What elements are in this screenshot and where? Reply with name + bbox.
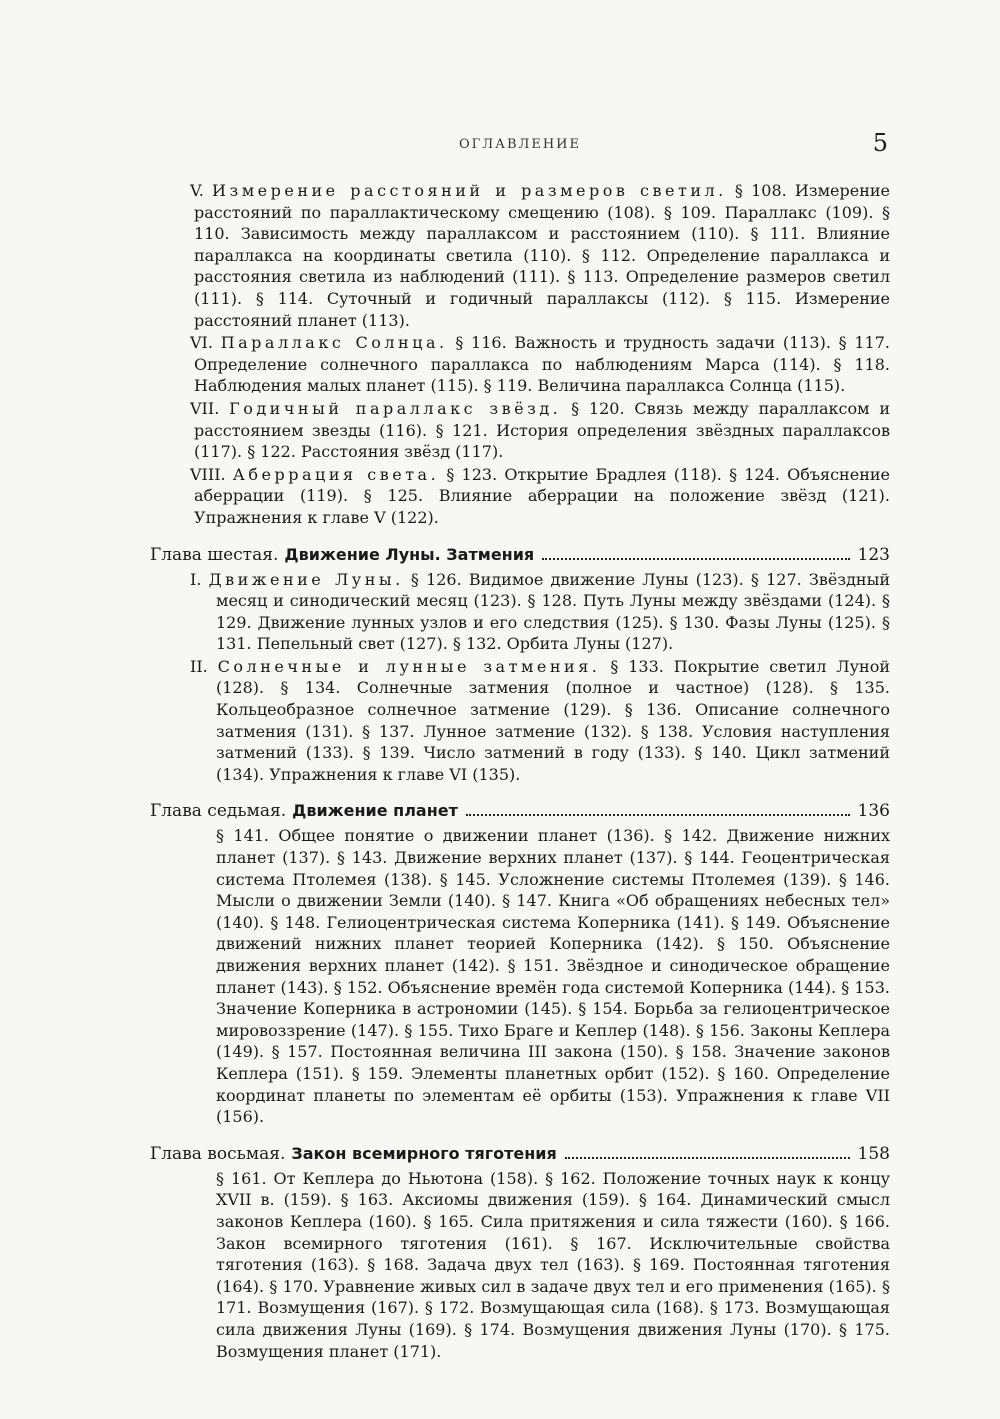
chapter-title: Закон всемирного тяготения [291, 1143, 557, 1163]
page-header [150, 129, 890, 161]
page-number: 5 [872, 129, 888, 157]
toc-chapter-6 [150, 543, 890, 567]
section-numeral: VIII. [190, 464, 226, 484]
table-of-contents [150, 180, 890, 1363]
chapter-title: Движение Луны. Затмения [284, 544, 535, 564]
section-numeral: I. [190, 569, 202, 589]
dot-leader [565, 1157, 850, 1159]
section-title: Параллакс Солнца. [220, 333, 448, 353]
dot-leader [542, 558, 849, 560]
section-title: Солнечные и лунные затмения. [217, 656, 601, 676]
section-title: Измерение расстояний и размеров светил. [212, 181, 727, 200]
toc-section-ch6-i [150, 569, 890, 655]
toc-section-viii [150, 464, 890, 529]
section-title: Аберрация света. [232, 464, 440, 484]
section-numeral: VI. [190, 333, 213, 353]
section-numeral: VII. [190, 398, 220, 418]
section-text: § 116. Важность и трудность задачи (113). § 117. Определение солнечного параллакса по наблюдениям Марса (114). § 118. Наблюдения малых планет (115). § 119. Величина параллакса Солнца (115). [194, 333, 890, 396]
section-title: Годичный параллакс звёзд. [229, 398, 562, 418]
toc-section-ch6-ii [150, 656, 890, 786]
section-numeral: V. [190, 181, 204, 200]
running-title: ОГЛАВЛЕНИЕ [458, 137, 581, 152]
chapter-label: Глава седьмая. [150, 801, 287, 822]
dot-leader [466, 814, 850, 816]
chapter-label: Глава шестая. [150, 544, 279, 565]
section-text: § 123. Открытие Брадлея (118). § 124. Объяснение аберрации (119). § 125. Влияние аберрации на положение звёзд (121). Упражнения к главе V (122). [194, 464, 890, 527]
section-text: § 126. Видимое движение Луны (123). § 127. Звёздный месяц и синодический месяц (123). § 128. Путь Луны между звёздами (124). § 129. Движение лунных узлов и его следствия (125). § 130. Фазы Луны (125). § 131. Пепельный свет (127). § 132. Орбита Луны (127). [216, 569, 890, 654]
toc-chapter-7 [150, 799, 890, 823]
section-text: § 120. Связь между параллаксом и расстоянием звезды (116). § 121. История определения звёздных параллаксов (117). § 122. Расстояния звёзд (117). [194, 398, 890, 462]
section-text: § 133. Покрытие светил Луной (128). § 134. Солнечные затмения (полное и частное) (128). § 135. Кольцеобразное солнечное затмение (129). § 136. Описание солнечного затмения (131). § 137. Лунное затмение (132). § 138. Условия наступления затмений (133). § 139. Число затмений в году (133). § 140. Цикл затмений (134). Упражнения к главе VI (135). [216, 656, 891, 784]
chapter-label: Глава восьмая. [150, 1143, 286, 1164]
toc-chapter-8 [150, 1142, 890, 1166]
toc-chapter-8-contents: § 161. От Кеплера до Ньютона (158). § 162. Положение точных наук к концу XVII в. (159). § 163. Аксиомы движения (159). § 164. Динамический смысл законов Кеплера (160). § 165. Сила притяжения и сила тяжести (160). § 166. Закон всемирного тяготения (161). § 167. Исключительные свойства тяготения (163). § 168. Задача двух тел (163). § 169. Постоянная тяготения (164). § 170. Уравнение живых сил в задаче двух тел и его применения (165). § 171. Возмущения (167). § 172. Возмущающая сила (168). § 173. Возмущающая сила движения Луны (169). § 174. Возмущения движения Луны (170). § 175. Возмущения планет (171). [216, 1168, 890, 1361]
chapter-title: Движение планет [292, 801, 458, 821]
toc-section-vi [150, 332, 890, 397]
chapter-page: 123 [857, 544, 890, 565]
toc-chapter-7-contents: § 141. Общее понятие о движении планет (136). § 142. Движение нижних планет (137). § 143. Движение верхних планет (137). § 144. Геоцентрическая система Птолемея (138). § 145. Усложнение системы Птолемея (139). § 146. Мысли о движении Земли (140). § 147. Книга «Об обращениях небесных тел» (140). § 148. Гелиоцентрическая система Коперника (141). § 149. Объяснение движений нижних планет теорией Коперника (142). § 150. Объяснение движения верхних планет (142). § 151. Звёздное и синодическое обращение планет (143). § 152. Объяснение времён года системой Коперника (144). § 153. Значение Коперника в астрономии (145). § 154. Борьба за гелиоцентрическое мировоззрение (147). § 155. Тихо Браге и Кеплер (148). § 156. Законы Кеплера (149). § 157. Постоянная величина III закона (150). § 158. Значение законов Кеплера (151). § 159. Элементы планетных орбит (152). § 160. Определение координат планеты по элементам её орбиты (153). Упражнения к главе VII (156). [216, 826, 890, 1127]
toc-section-vii [150, 398, 890, 463]
section-title: Движение Луны. [208, 569, 404, 589]
chapter-page: 158 [857, 1143, 890, 1164]
toc-section-v [150, 180, 890, 331]
chapter-page: 136 [857, 801, 890, 822]
section-text: § 108. Измерение расстояний по параллактическому смещению (108). § 109. Параллакс (109). § 110. Зависимость между параллаксом и расстоянием (110). § 111. Влияние параллакса на координаты светила (110). § 112. Определение параллакса и расстояния светила из наблюдений (111). § 113. Определение размеров светил (111). § 114. Суточный и годичный параллаксы (112). § 115. Измерение расстояний планет (113). [194, 181, 890, 330]
section-numeral: II. [190, 656, 208, 676]
